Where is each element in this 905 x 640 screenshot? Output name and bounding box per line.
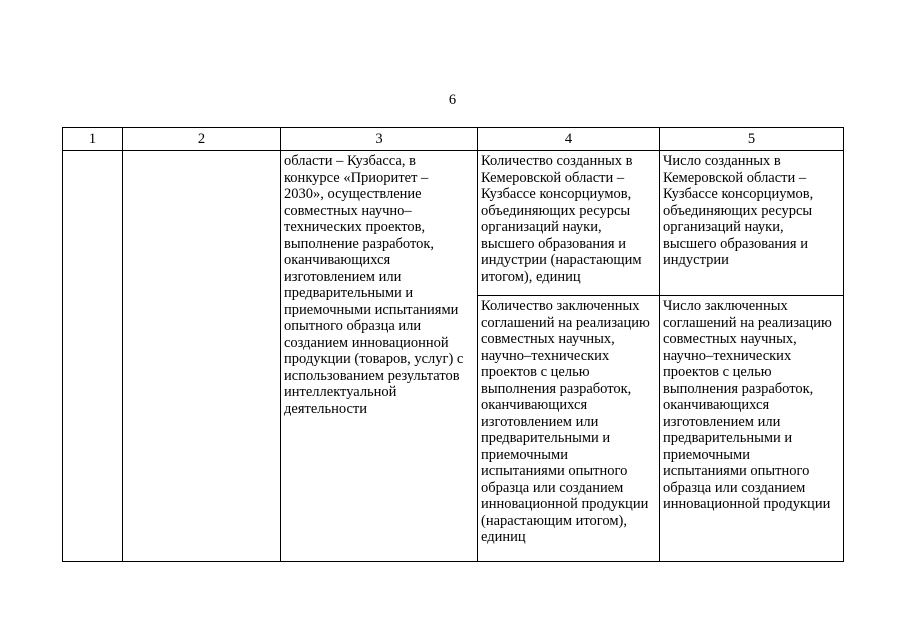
header-cell: 3 xyxy=(281,128,478,151)
cell-definition: Число заключенных соглашений на реализацию совместных научных, научно–технических проектов с целью выполнения разработок, оканчивающихся изготовлением или предварительными и приемочными испытаниями опытного образца или созданием инновационной продукции xyxy=(660,296,844,562)
table-row xyxy=(63,151,844,296)
header-cell: 4 xyxy=(478,128,660,151)
header-cell: 1 xyxy=(63,128,123,151)
table-header-row xyxy=(63,128,844,151)
header-cell: 2 xyxy=(123,128,281,151)
header-cell: 5 xyxy=(660,128,844,151)
cell-indicator: Количество созданных в Кемеровской области – Кузбассе консорциумов, объединяющих ресурсы организаций науки, высшего образования и индустрии (нарастающим итогом), единиц xyxy=(478,151,660,296)
cell-name xyxy=(123,151,281,562)
cell-number xyxy=(63,151,123,562)
cell-definition: Число созданных в Кемеровской области – Кузбассе консорциумов, объединяющих ресурсы организаций науки, высшего образования и индустрии xyxy=(660,151,844,296)
cell-description: области – Кузбасса, в конкурсе «Приоритет – 2030», осуществление совместных научно– технических проектов, выполнение разработок, оканчивающихся изготовлением или предварительными и приемочными испытаниями опытного образца или созданием инновационной продукции (товаров, услуг) с использованием результатов интеллектуальной деятельности xyxy=(281,151,478,562)
page-number: 6 xyxy=(448,92,457,108)
cell-indicator: Количество заключенных соглашений на реализацию совместных научных, научно–технических проектов с целью выполнения разработок, оканчивающихся изготовлением или предварительными и приемочными испытаниями опытного образца или созданием инновационной продукции (нарастающим итогом), единиц xyxy=(478,296,660,562)
indicators-table xyxy=(62,127,844,562)
